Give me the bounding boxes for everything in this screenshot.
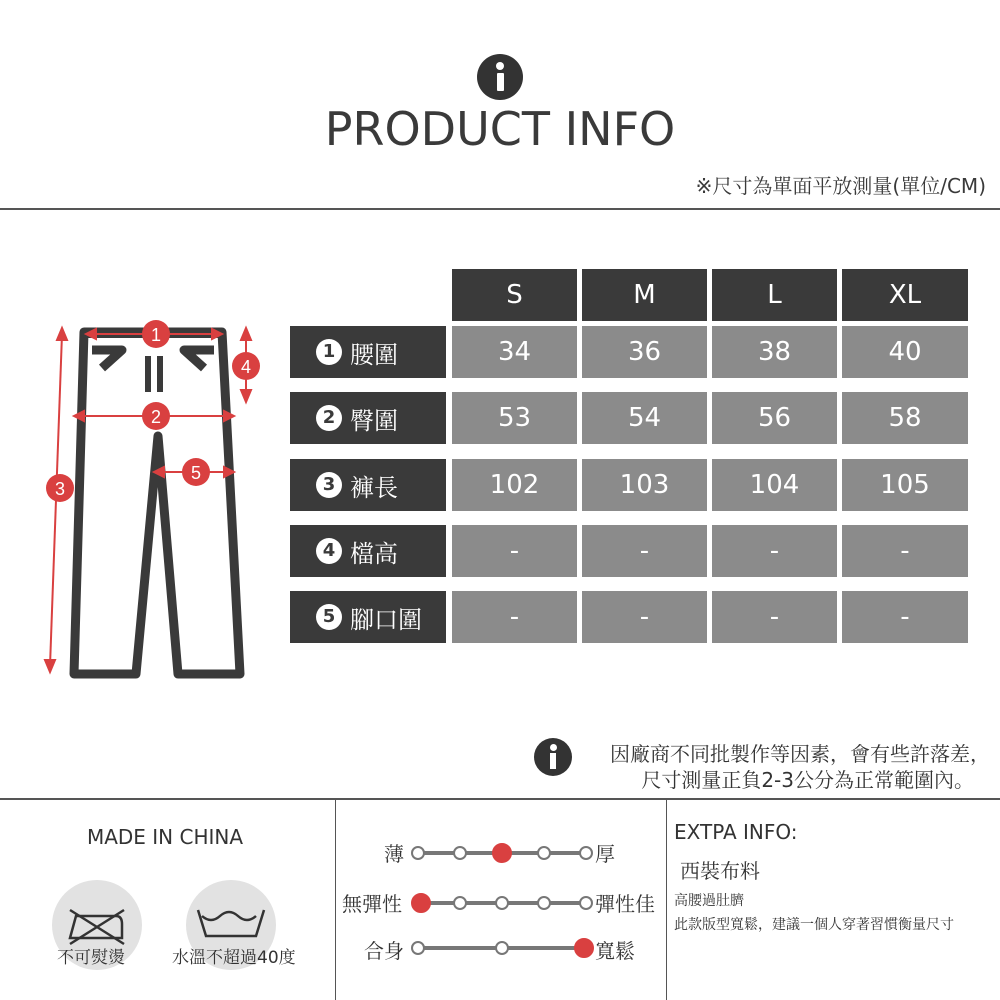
row-label-hip: 2 臀圍 — [290, 392, 446, 444]
scale-right-label: 厚 — [595, 842, 615, 866]
scale-step — [453, 846, 467, 860]
table-cell: 103 — [582, 459, 707, 511]
info-icon — [534, 738, 572, 776]
table-cell: 104 — [712, 459, 837, 511]
scale-step — [495, 941, 509, 955]
table-cell: 38 — [712, 326, 837, 378]
extra-line-1: 高腰過肚臍 — [674, 893, 744, 909]
size-header-m: M — [582, 269, 707, 321]
scale-left-label: 無彈性 — [342, 892, 402, 916]
page-title: PRODUCT INFO — [324, 102, 676, 156]
table-cell: 58 — [842, 392, 968, 444]
info-icon — [477, 54, 523, 100]
table-cell: 102 — [452, 459, 577, 511]
scale-right-label: 彈性佳 — [595, 892, 655, 916]
table-cell: - — [582, 591, 707, 643]
table-cell: - — [842, 591, 968, 643]
scale-step — [495, 896, 509, 910]
scale-step-selected — [411, 893, 431, 913]
extra-info-title: EXTPA INFO: — [674, 820, 798, 844]
table-cell: - — [842, 525, 968, 577]
scale-right-label: 寬鬆 — [595, 939, 635, 963]
marker-label: 2 — [150, 407, 162, 427]
table-cell: - — [712, 591, 837, 643]
scale-step — [453, 896, 467, 910]
scale-step — [537, 846, 551, 860]
table-cell: 105 — [842, 459, 968, 511]
care-label-iron: 不可熨燙 — [57, 948, 125, 968]
scale-step-selected — [492, 843, 512, 863]
notice-line-2: 尺寸測量正負2-3公分為正常範圍內。 — [641, 768, 974, 792]
scale-step — [411, 941, 425, 955]
row-label-waist: 1 腰圍 — [290, 326, 446, 378]
marker-label: 5 — [190, 463, 202, 483]
table-cell: 34 — [452, 326, 577, 378]
table-cell: - — [452, 525, 577, 577]
marker-label: 3 — [54, 479, 66, 499]
table-cell: - — [452, 591, 577, 643]
row-label-hem: 5 腳口圍 — [290, 591, 446, 643]
table-cell: 56 — [712, 392, 837, 444]
scale-step — [579, 846, 593, 860]
column-divider — [666, 800, 667, 1000]
size-header-s: S — [452, 269, 577, 321]
row-label-rise: 4 檔高 — [290, 525, 446, 577]
table-cell: - — [582, 525, 707, 577]
scale-step — [411, 846, 425, 860]
scale-step — [579, 896, 593, 910]
table-cell: - — [712, 525, 837, 577]
header-divider — [0, 208, 1000, 210]
pants-diagram — [0, 300, 290, 700]
extra-line-2: 此款版型寬鬆，建議一個人穿著習慣衡量尺寸 — [674, 917, 954, 933]
care-label-wash: 水溫不超過40度 — [172, 948, 296, 968]
size-header-l: L — [712, 269, 837, 321]
marker-label: 1 — [150, 325, 162, 345]
extra-fabric: 西裝布料 — [680, 859, 760, 883]
table-cell: 54 — [582, 392, 707, 444]
scale-left-label: 薄 — [384, 842, 404, 866]
footer-divider — [0, 798, 1000, 800]
size-header-xl: XL — [842, 269, 968, 321]
marker-label: 4 — [240, 357, 252, 377]
table-cell: 36 — [582, 326, 707, 378]
table-cell: 40 — [842, 326, 968, 378]
unit-note: ※尺寸為單面平放測量(單位/CM) — [695, 174, 986, 198]
scale-step-selected — [574, 938, 594, 958]
scale-step — [537, 896, 551, 910]
column-divider — [335, 800, 336, 1000]
scale-left-label: 合身 — [364, 939, 404, 963]
made-in-label: MADE IN CHINA — [86, 825, 244, 849]
row-label-length: 3 褲長 — [290, 459, 446, 511]
notice-line-1: 因廠商不同批製作等因素，會有些許落差， — [610, 742, 990, 766]
table-cell: 53 — [452, 392, 577, 444]
